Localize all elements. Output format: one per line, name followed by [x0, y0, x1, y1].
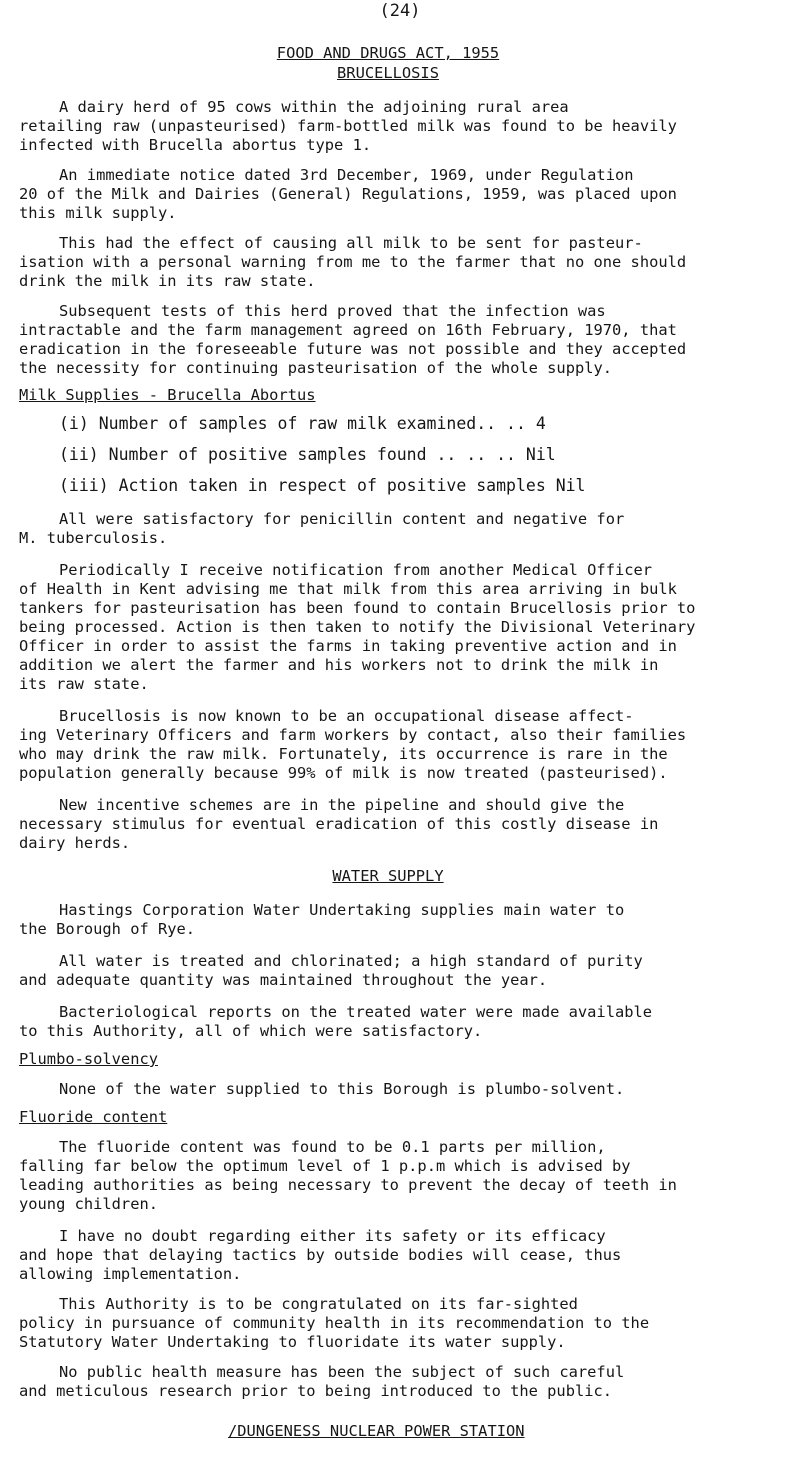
- text-line: All were satisfactory for penicillin content and negative for: [59, 510, 625, 528]
- text-line: the Borough of Rye.: [19, 920, 196, 938]
- text-line: isation with a personal warning from me to the farmer that no one should: [19, 253, 687, 271]
- text-line: This had the effect of causing all milk to be sent for pasteur-: [59, 234, 643, 252]
- text-line: I have no doubt regarding either its safety or its efficacy: [59, 1227, 606, 1245]
- text-line: to this Authority, all of which were satisfactory.: [19, 1022, 483, 1040]
- text-line: infected with Brucella abortus type 1.: [19, 136, 372, 154]
- text-line: The fluoride content was found to be 0.1 parts per million,: [59, 1138, 606, 1156]
- text-line: this milk supply.: [19, 204, 177, 222]
- text-line: and hope that delaying tactics by outside bodies will cease, thus: [19, 1246, 622, 1264]
- text-line: being processed. Action is then taken to notify the Divisional Veterinary: [19, 618, 696, 636]
- text-line: drink the milk in its raw state.: [19, 272, 316, 290]
- text-line: its raw state.: [19, 675, 149, 693]
- text-line: young children.: [19, 1195, 158, 1213]
- text-line: No public health measure has been the subject of such careful: [59, 1363, 625, 1381]
- text-line: Periodically I receive notification from another Medical Officer: [59, 561, 653, 579]
- text-line: falling far below the optimum level of 1 p.p.m which is advised by: [19, 1157, 631, 1175]
- text-line: dairy herds.: [19, 834, 131, 852]
- text-line: policy in pursuance of community health in its recommendation to the: [19, 1314, 650, 1332]
- text-line: Statutory Water Undertaking to fluoridate its water supply.: [19, 1333, 566, 1351]
- text-line: allowing implementation.: [19, 1265, 242, 1283]
- text-line: the necessity for continuing pasteurisation of the whole supply.: [19, 359, 613, 377]
- text-line: Subsequent tests of this herd proved that the infection was: [59, 302, 606, 320]
- text-line: necessary stimulus for eventual eradication of this costly disease in: [19, 815, 659, 833]
- milk-supplies-heading: Milk Supplies - Brucella Abortus: [19, 386, 316, 404]
- text-line: who may drink the raw milk. Fortunately, its occurrence is rare in the: [19, 745, 668, 763]
- text-line: Brucellosis is now known to be an occupational disease affect-: [59, 707, 634, 725]
- text-line: Bacteriological reports on the treated water were made available: [59, 1003, 653, 1021]
- plumbo-solvency-heading: Plumbo-solvency: [19, 1050, 158, 1068]
- text-line: An immediate notice dated 3rd December, 1969, under Regulation: [59, 166, 634, 184]
- act-heading: FOOD AND DRUGS ACT, 1955: [276, 44, 500, 62]
- text-line: intractable and the farm management agreed on 16th February, 1970, that: [19, 321, 677, 339]
- text-line: and meticulous research prior to being introduced to the public.: [19, 1382, 613, 1400]
- list-item: (ii) Number of positive samples found .. .. .. Nil: [59, 445, 556, 464]
- text-line: of Health in Kent advising me that milk from this area arriving in bulk: [19, 580, 677, 598]
- list-item: (iii) Action taken in respect of positive samples Nil: [59, 476, 586, 495]
- text-line: leading authorities as being necessary to prevent the decay of teeth in: [19, 1176, 677, 1194]
- text-line: retailing raw (unpasteurised) farm-bottled milk was found to be heavily: [19, 117, 677, 135]
- text-line: All water is treated and chlorinated; a high standard of purity: [59, 952, 643, 970]
- text-line: Officer in order to assist the farms in taking preventive action and in: [19, 637, 677, 655]
- text-line: and adequate quantity was maintained throughout the year.: [19, 971, 548, 989]
- text-line: eradication in the foreseeable future was not possible and they accepted: [19, 340, 687, 358]
- water-supply-heading: WATER SUPPLY: [332, 867, 444, 885]
- text-line: ing Veterinary Officers and farm workers by contact, also their families: [19, 726, 687, 744]
- list-item: (i) Number of samples of raw milk examined.. .. 4: [59, 414, 546, 433]
- text-line: population generally because 99% of milk is now treated (pasteurised).: [19, 764, 668, 782]
- brucellosis-heading: BRUCELLOSIS: [337, 64, 439, 82]
- text-line: None of the water supplied to this Borough is plumbo-solvent.: [59, 1080, 625, 1098]
- text-line: Hastings Corporation Water Undertaking supplies main water to: [59, 901, 625, 919]
- text-line: A dairy herd of 95 cows within the adjoining rural area: [59, 98, 569, 116]
- page-number: (24): [379, 1, 421, 21]
- text-line: addition we alert the farmer and his workers not to drink the milk in: [19, 656, 659, 674]
- text-line: This Authority is to be congratulated on its far-sighted: [59, 1295, 578, 1313]
- text-line: M. tuberculosis.: [19, 529, 168, 547]
- catchword: /DUNGENESS NUCLEAR POWER STATION: [228, 1422, 525, 1440]
- text-line: tankers for pasteurisation has been found to contain Brucellosis prior to: [19, 599, 696, 617]
- text-line: New incentive schemes are in the pipeline and should give the: [59, 796, 625, 814]
- text-line: 20 of the Milk and Dairies (General) Regulations, 1959, was placed upon: [19, 185, 677, 203]
- fluoride-content-heading: Fluoride content: [19, 1108, 168, 1126]
